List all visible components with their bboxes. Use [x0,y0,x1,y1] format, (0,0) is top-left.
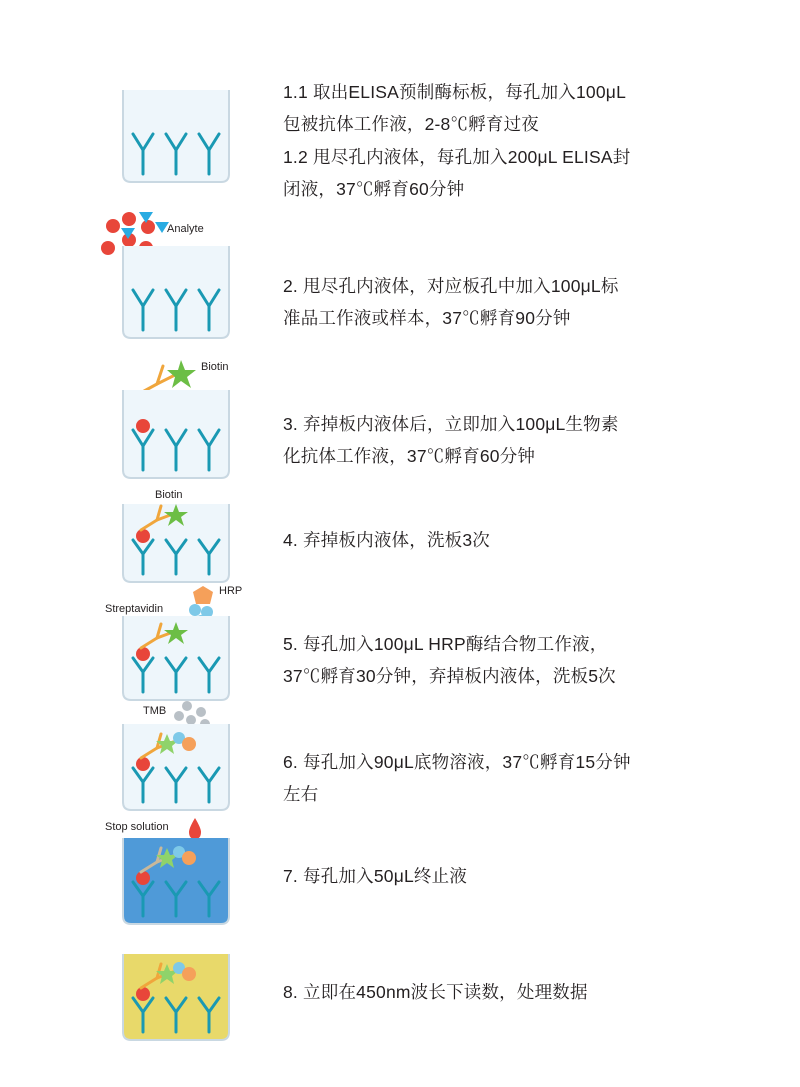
step-5-illustration [95,580,275,700]
step-6-line-1: 6. 每孔加入90μL底物溶液，37℃孵育15分钟 [283,752,631,772]
step-8-text [283,976,703,1008]
step-1-line-3: 1.2 甩尽孔内液体，每孔加入200μL ELISA封 [283,146,631,167]
tmb-label: TMB [143,705,167,717]
step-1-line-2: 包被抗体工作液，2-8℃孵育过夜 [283,114,539,135]
step-3-text [283,408,703,473]
step-1-line-1: 1.1 取出ELISA预制酶标板，每孔加入100μL [283,82,627,102]
biotin-star-icon [167,360,196,388]
analyte-label: Analyte [167,223,204,235]
bound-analyte [136,757,150,771]
bound-analyte [136,987,150,1001]
step-7-line-1: 7. 每孔加入50μL终止液 [283,866,468,886]
hrp-icon [182,967,196,981]
step-7-illustration [95,812,275,932]
step-5-text [283,628,703,693]
streptavidin-label: Streptavidin [105,603,164,615]
stop-solution-label: Stop solution [105,821,169,833]
stop-solution-drop-icon [189,818,201,839]
step-2-text [283,270,703,335]
step-4-illustration [95,484,275,584]
step-8-line-1: 8. 立即在450nm波长下读数，处理数据 [283,982,588,1002]
step-2-line-2: 准品工作液或样本，37℃孵育90分钟 [283,308,571,329]
step-5-line-2: 37℃孵育30分钟，弃掉板内液体，洗板5次 [283,666,616,687]
step-7-text [283,860,703,892]
step-6-illustration [95,698,275,818]
hrp-icon [193,586,213,604]
step-8-illustration [95,948,275,1048]
hrp-icon [182,737,196,751]
biotin-label: Biotin [201,361,229,373]
step-1-illustration [95,78,275,188]
bound-analyte [136,871,150,885]
step-2-line-1: 2. 甩尽孔内液体，对应板孔中加入100μL标 [283,276,619,296]
hrp-icon [182,851,196,865]
step-1-line-4: 闭液，37℃孵育60分钟 [283,179,465,200]
biotin-label-2: Biotin [155,489,183,501]
bound-analyte [136,419,150,433]
hrp-label: HRP [219,585,243,597]
step-3-line-1: 3. 弃掉板内液体后，立即加入100μL生物素 [283,414,619,434]
step-2-illustration [95,210,275,340]
step-6-text [283,746,703,811]
step-3-illustration [95,348,275,478]
step-4-text [283,524,703,556]
step-5-line-1: 5. 每孔加入100μL HRP酶结合物工作液， [283,634,608,654]
bound-analyte [136,647,150,661]
step-3-line-2: 化抗体工作液，37℃孵育60分钟 [283,446,536,467]
bound-analyte [136,529,150,543]
step-6-line-2: 左右 [283,784,319,805]
step-4-line-1: 4. 弃掉板内液体，洗板3次 [283,530,490,550]
step-1-text [283,76,703,206]
